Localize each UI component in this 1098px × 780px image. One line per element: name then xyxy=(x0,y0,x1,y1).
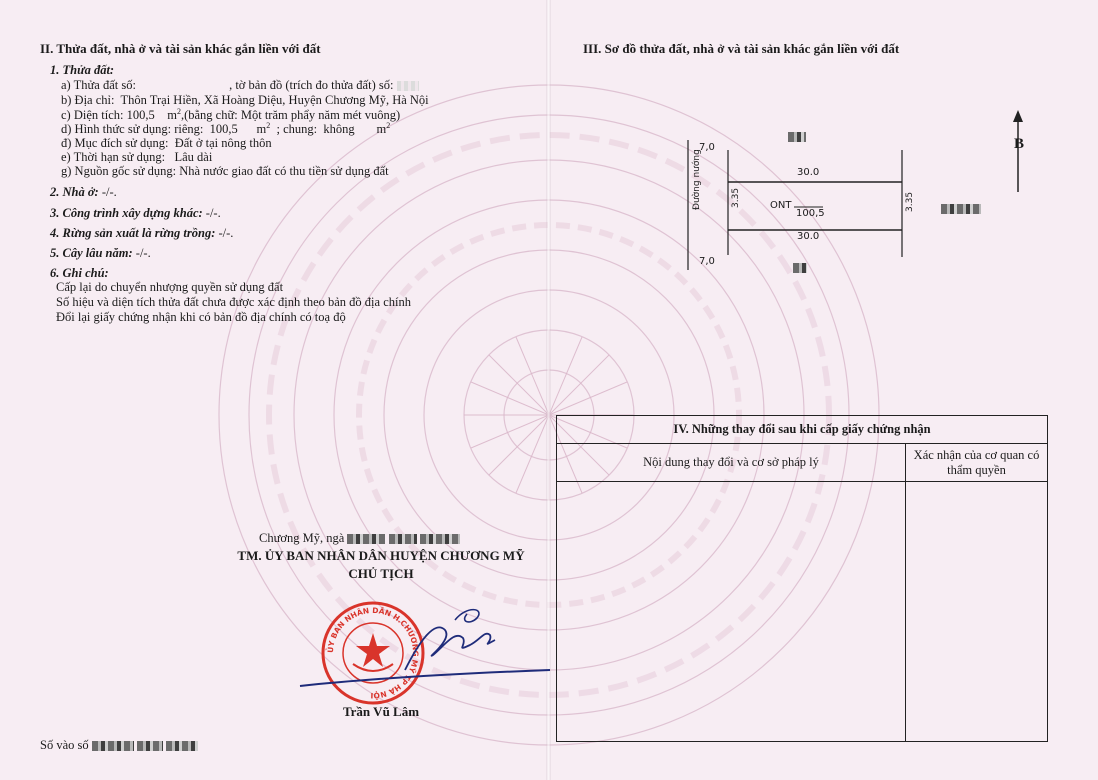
other-works-value: -/-. xyxy=(205,206,221,220)
redacted-neighbor-north xyxy=(788,132,806,142)
col-content-header: Nội dung thay đổi và cơ sở pháp lý xyxy=(557,444,906,482)
area-line: c) Diện tích: 100,5 $m^2,(bằng$ chữ: Một trăm phẩy năm mét vuông) xyxy=(61,107,401,123)
term-line xyxy=(61,150,212,165)
redacted-register-3 xyxy=(166,741,198,751)
map-sheet-label: , tờ bản đồ (trích đo thửa đất) số: xyxy=(229,78,394,92)
dim-right: 3.35 xyxy=(905,191,915,212)
notes-heading: 6. Ghi chú: xyxy=(50,266,109,280)
common-area: không xyxy=(323,122,355,137)
purpose-label: đ) Mục đích sử dụng: xyxy=(61,136,169,150)
perennial-value: -/-. xyxy=(135,246,151,260)
house-line xyxy=(50,185,117,200)
note-1: Cấp lại do chuyển nhượng quyền sử dụng đất xyxy=(56,280,284,294)
seal-text: ỦY BAN NHÂN DÂN H.CHƯƠNG MỸ TP HÀ NỘI xyxy=(325,605,421,701)
road-label: Đường nướng xyxy=(692,149,702,210)
section-2-title: II. Thửa đất, nhà ở và tài sản khác gắn liền với đất xyxy=(40,41,321,56)
parcel-number-line xyxy=(61,78,419,93)
signature xyxy=(295,600,555,695)
parcel-area: 100,5 xyxy=(796,208,825,219)
authority-name: TM. ỦY BAN NHÂN DÂN HUYỆN CHƯƠNG MỸ xyxy=(237,548,525,563)
register-label: Số vào số xyxy=(40,738,89,752)
perennial-label: 5. Cây lâu năm: xyxy=(50,246,133,260)
parcel-number-label: a) Thửa đất số: xyxy=(61,78,136,92)
parcel-sketch xyxy=(680,125,940,285)
chairman-title: CHỦ TỊCH xyxy=(348,566,414,581)
address-value: Thôn Trại Hiền, Xã Hoàng Diệu, Huyện Chương Mỹ, Hà Nội xyxy=(120,93,429,107)
redacted-register-1 xyxy=(92,741,134,751)
changes-content-cell xyxy=(557,482,906,742)
changes-table xyxy=(556,415,1048,742)
private-area: 100,5 xyxy=(209,122,238,137)
place-date-line xyxy=(259,531,460,546)
forest-label: 4. Rừng sản xuất là rừng trồng: xyxy=(50,226,216,240)
redacted-neighbor-south xyxy=(793,263,807,273)
note-3: Đổi lại giấy chứng nhận khi có bản đồ địa chính có toạ độ xyxy=(56,310,346,324)
area-unit: m xyxy=(167,108,177,123)
house-label: 2. Nhà ở: xyxy=(50,185,99,199)
area-label: c) Diện tích: 100,5 xyxy=(61,108,155,123)
common-area-label: ; chung: xyxy=(276,122,318,137)
private-area-unit: m xyxy=(256,122,267,137)
origin-line xyxy=(61,164,389,179)
address-line xyxy=(61,93,429,108)
usage-form-label: d) Hình thức sử dụng: riêng: xyxy=(61,122,204,137)
section-3-title: III. Sơ đồ thửa đất, nhà ở và tài sản khác gắn liền với đất xyxy=(583,41,900,56)
road-width-bottom: 7,0 xyxy=(699,256,715,267)
perennial-line xyxy=(50,246,151,261)
dim-top: 30.0 xyxy=(797,167,820,178)
changes-table-title: IV. Những thay đổi sau khi cấp giấy chứng nhận xyxy=(557,416,1048,444)
dim-left: 3.35 xyxy=(731,187,741,208)
other-works-line xyxy=(50,206,221,221)
purpose-line xyxy=(61,136,272,151)
forest-value: -/-. xyxy=(218,226,234,240)
signer-name: Trần Vũ Lâm xyxy=(342,704,420,719)
register-line xyxy=(40,738,198,753)
term-value: Lâu dài xyxy=(174,150,213,164)
place-date-label: Chương Mỹ, ngà xyxy=(259,531,345,545)
area-in-words: ,(bằng chữ: Một trăm phẩy năm mét vuông) xyxy=(180,108,401,123)
dim-bottom: 30.0 xyxy=(797,231,820,242)
land-heading: 1. Thửa đất: xyxy=(50,63,115,77)
redacted-register-2 xyxy=(137,741,163,751)
usage-form-line: d) Hình thức sử dụng: riêng: 100,5 $m^2$ ; chung: không $m^2$ xyxy=(61,121,391,137)
redacted-parcel-number xyxy=(139,81,229,91)
north-label: B xyxy=(1014,136,1025,152)
road-width-top: 7,0 xyxy=(699,142,715,153)
origin-label: g) Nguồn gốc sử dụng: xyxy=(61,164,177,178)
address-label: b) Địa chỉ: xyxy=(61,93,115,107)
col-confirm-header: Xác nhận của cơ quan có thẩm quyền xyxy=(906,444,1048,482)
other-works-label: 3. Công trình xây dựng khác: xyxy=(50,206,203,220)
redacted-date-3 xyxy=(420,534,460,544)
house-value: -/-. xyxy=(101,185,117,199)
parcel-type: ONT xyxy=(770,200,792,211)
redacted-neighbor-east xyxy=(941,204,981,214)
common-area-unit: m xyxy=(376,122,387,137)
changes-confirm-cell xyxy=(906,482,1048,742)
redacted-map-number xyxy=(397,81,419,91)
redacted-date-2 xyxy=(389,534,417,544)
forest-line xyxy=(50,226,233,241)
purpose-value: Đất ở tại nông thôn xyxy=(174,136,272,150)
left-page xyxy=(0,0,548,780)
note-2: Số hiệu và diện tích thửa đất chưa được xác định theo bản đồ địa chính xyxy=(56,295,411,309)
redacted-date-1 xyxy=(347,534,385,544)
term-label: e) Thời hạn sử dụng: xyxy=(61,150,166,164)
origin-value: Nhà nước giao đất có thu tiền sử dụng đất xyxy=(179,164,389,178)
